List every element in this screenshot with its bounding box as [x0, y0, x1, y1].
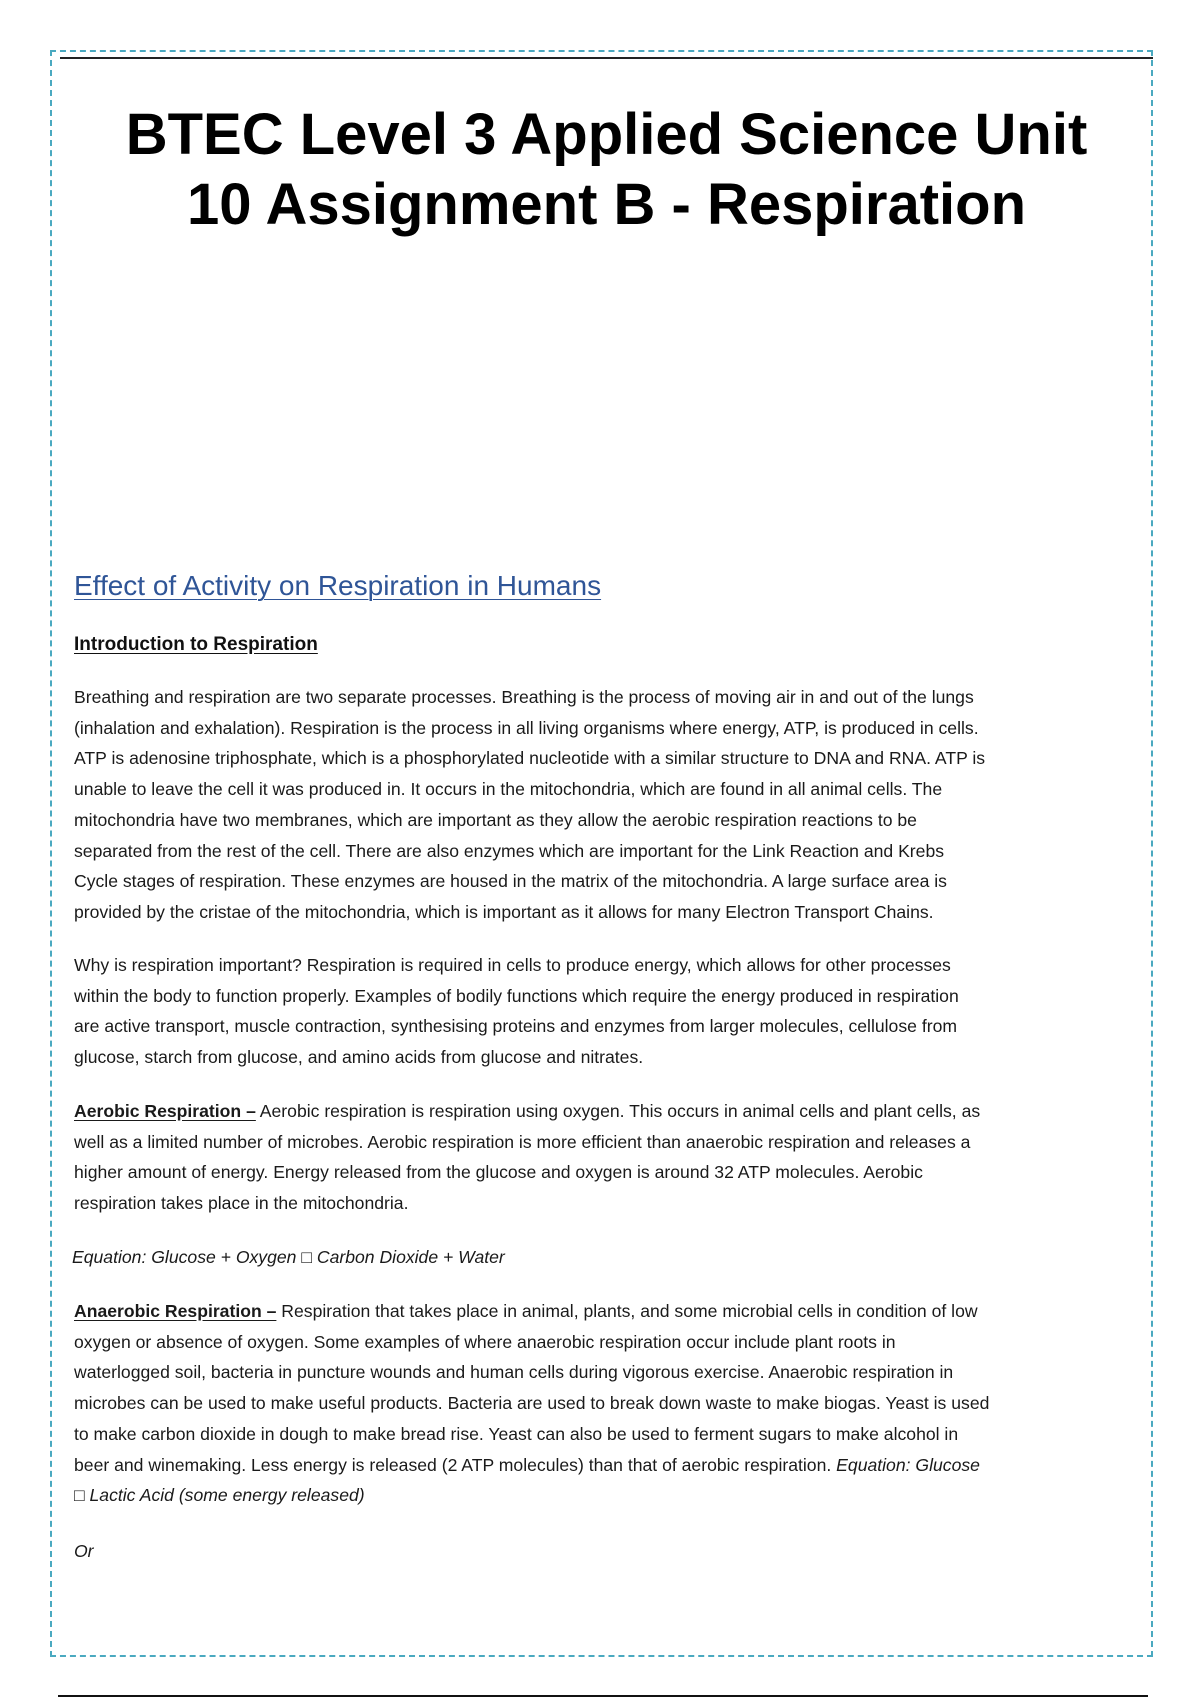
section-heading: Effect of Activity on Respiration in Humans [74, 570, 602, 601]
title-line-1: BTEC Level 3 Applied Science Unit [125, 102, 1088, 167]
text-line: microbes can be used to make useful products. Bacteria are used to break down waste to make biogas. Yeast is used [74, 1393, 990, 1414]
text-line: well as a limited number of microbes. Aerobic respiration is more efficient than anaerobic respiration and releases a [74, 1131, 971, 1152]
text-line: respiration takes place in the mitochondria. [74, 1193, 409, 1214]
text-line: glucose, starch from glucose, and amino acids from glucose and nitrates. [74, 1047, 644, 1068]
top-rule [60, 57, 1153, 59]
text-line: within the body to function properly. Examples of bodily functions which require the energy produced in respiration [74, 985, 959, 1006]
anaerobic-label: Anaerobic Respiration – [74, 1301, 277, 1321]
text-line: Respiration that takes place in animal, plants, and some microbial cells in condition of low [276, 1301, 978, 1321]
bottom-rule [58, 1695, 1148, 1697]
paragraph-importance [74, 950, 959, 1073]
paragraph-aerobic [74, 1096, 980, 1219]
text-line: unable to leave the cell it was produced in. It occurs in the mitochondria, which are found in all animal cells. The [74, 779, 943, 800]
aerobic-label: Aerobic Respiration – [74, 1101, 256, 1121]
document-title [60, 100, 1153, 240]
text-line: provided by the cristae of the mitochondria, which is important as it allows for many Electron Transport Chains. [74, 901, 934, 922]
text-line: beer and winemaking. Less energy is released (2 ATP molecules) than that of aerobic respiration. [74, 1454, 837, 1475]
text-line: mitochondria have two membranes, which are important as they allow the aerobic respiration reactions to be [74, 809, 917, 830]
text-line: oxygen or absence of oxygen. Some examples of where anaerobic respiration occur include plant roots in [74, 1331, 896, 1352]
text-line: waterlogged soil, bacteria in puncture wounds and human cells during vigorous exercise. Anaerobic respiration in [74, 1362, 954, 1383]
text-line: are active transport, muscle contraction, synthesising proteins and enzymes from larger molecules, cellulose from [74, 1016, 958, 1037]
anaerobic-equation-end: □ Lactic Acid (some energy released) [74, 1485, 365, 1506]
text-line: Aerobic respiration is respiration using oxygen. This occurs in animal cells and plant cells, as [255, 1101, 981, 1121]
aerobic-equation: Equation: Glucose + Oxygen □ Carbon Dioxide + Water [72, 1247, 505, 1267]
paragraph-anaerobic [74, 1296, 989, 1511]
intro-heading: Introduction to Respiration [74, 634, 318, 655]
title-line-2: 10 Assignment B - Respiration [186, 172, 1027, 237]
text-line: (inhalation and exhalation). Respiration is the process in all living organisms where energy, ATP, is produced in cells. [74, 717, 979, 738]
text-line: Breathing and respiration are two separate processes. Breathing is the process of moving air in and out of the lungs [74, 687, 974, 707]
text-line: separated from the rest of the cell. There are also enzymes which are important for the Link Reaction and Krebs [74, 840, 945, 861]
or-text: Or [74, 1541, 94, 1561]
text-line: higher amount of energy. Energy released from the glucose and oxygen is around 32 ATP molecules. Aerobic [74, 1162, 923, 1183]
text-line: Why is respiration important? Respiration is required in cells to produce energy, which allows for other processes [74, 955, 951, 975]
paragraph-intro [74, 682, 985, 928]
text-line: to make carbon dioxide in dough to make bread rise. Yeast can also be used to ferment sugars to make alcohol in [74, 1423, 959, 1444]
text-line: Cycle stages of respiration. These enzymes are housed in the matrix of the mitochondria. A large surface area is [74, 871, 947, 892]
text-line: ATP is adenosine triphosphate, which is a phosphorylated nucleotide with a similar structure to DNA and RNA. ATP is [74, 748, 986, 769]
anaerobic-equation-start: Equation: Glucose [836, 1454, 980, 1475]
